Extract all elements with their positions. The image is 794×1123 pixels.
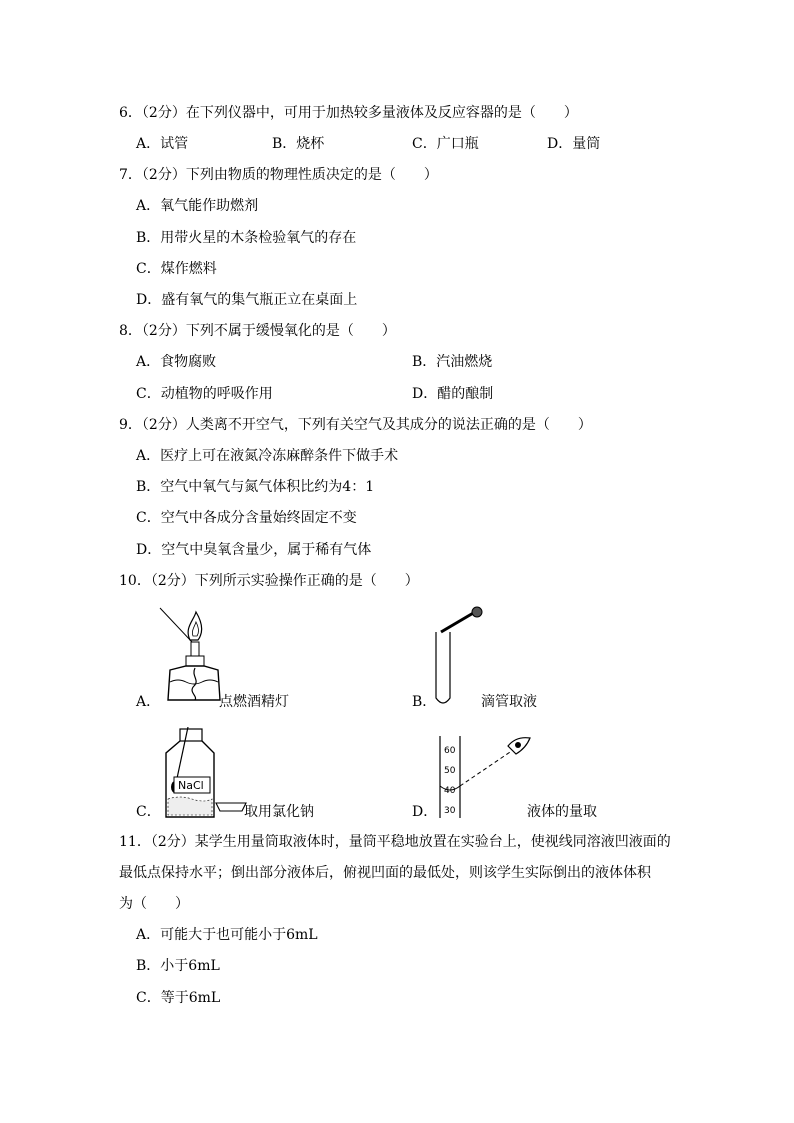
nacl-label: NaCl — [178, 779, 204, 792]
q10-option-a-letter: A． — [136, 694, 161, 710]
q10-option-d-caption: 液体的量取 — [527, 804, 597, 820]
q8-option-c: C．动植物的呼吸作用 — [136, 386, 273, 402]
q8-option-b: B．汽油燃烧 — [412, 354, 493, 370]
q11-stem-line-1: 11．（2分）某学生用量筒取液体时，量筒平稳地放置在实验台上，使视线同溶液凹液面的 — [119, 834, 671, 850]
q7-option-a: A．氧气能作助燃剂 — [136, 198, 259, 214]
match-stick — [160, 608, 192, 642]
q10-option-b-caption: 滴管取液 — [481, 694, 537, 710]
q8-option-d: D．醋的酿制 — [412, 386, 494, 402]
q6-option-d: D．量筒 — [547, 136, 601, 152]
q9-option-c: C．空气中各成分含量始终固定不变 — [136, 510, 357, 526]
weighing-dish — [216, 803, 246, 811]
q7-stem: 7．（2分）下列由物质的物理性质决定的是（ ） — [119, 167, 438, 183]
alcohol-lamp-figure — [158, 606, 228, 710]
q10-stem: 10．（2分）下列所示实验操作正确的是（ ） — [119, 573, 419, 589]
q9-option-d: D．空气中臭氧含量少，属于稀有气体 — [136, 542, 372, 558]
q7-option-c: C．煤作燃料 — [136, 261, 217, 277]
q6-stem: 6．（2分）在下列仪器中，可用于加热较多量液体及反应容器的是（ ） — [119, 105, 578, 121]
sight-line — [460, 748, 516, 786]
lamp-wick-holder — [191, 642, 199, 656]
q7-option-b: B．用带火星的木条检验氧气的存在 — [136, 230, 357, 246]
q8-stem: 8．（2分）下列不属于缓慢氧化的是（ ） — [119, 323, 396, 339]
q6-option-c: C．广口瓶 — [412, 136, 479, 152]
q8-option-a: A．食物腐败 — [136, 354, 217, 370]
bottle-neck — [180, 729, 202, 741]
dropper-bulb — [472, 607, 482, 617]
q6-option-a: A．试管 — [136, 136, 189, 152]
q10-option-d-letter: D． — [412, 804, 438, 820]
test-tube — [436, 632, 450, 703]
measuring-cylinder-figure — [430, 734, 534, 820]
q11-option-b: B．小于6mL — [136, 958, 220, 974]
q10-option-c-letter: C． — [136, 804, 161, 820]
tick-label-60: 60 — [444, 746, 456, 756]
q11-option-a: A．可能大于也可能小于6mL — [136, 927, 318, 943]
q11-option-c: C．等于6mL — [136, 990, 221, 1006]
dropper-tube — [441, 612, 475, 632]
q11-stem-line-3: 为（ ） — [119, 896, 189, 912]
q11-stem-line-2: 最低点保持水平；倒出部分液体后，俯视凹面的最低处，则该学生实际倒出的液体体积 — [119, 865, 651, 881]
dropper-figure — [428, 606, 488, 710]
q10-option-a-caption: 点燃酒精灯 — [219, 694, 289, 710]
q9-option-a: A．医疗上可在液氮冷冻麻醉条件下做手术 — [136, 448, 399, 464]
tick-label-40: 40 — [444, 786, 456, 796]
q10-option-c-caption: 取用氯化钠 — [244, 804, 314, 820]
nacl-bottle-figure — [160, 727, 248, 821]
q6-option-b: B．烧杯 — [272, 136, 325, 152]
q9-stem: 9．（2分）人类离不开空气，下列有关空气及其成分的说法正确的是（ ） — [119, 417, 592, 433]
q9-option-b: B．空气中氧气与氮气体积比约为4：1 — [136, 479, 375, 495]
tick-label-30: 30 — [444, 806, 456, 816]
tick-label-50: 50 — [444, 766, 456, 776]
eye-pupil — [515, 742, 521, 748]
q10-option-b-letter: B． — [412, 694, 437, 710]
nacl-powder — [168, 797, 212, 815]
q7-option-d: D．盛有氧气的集气瓶正立在桌面上 — [136, 292, 358, 308]
